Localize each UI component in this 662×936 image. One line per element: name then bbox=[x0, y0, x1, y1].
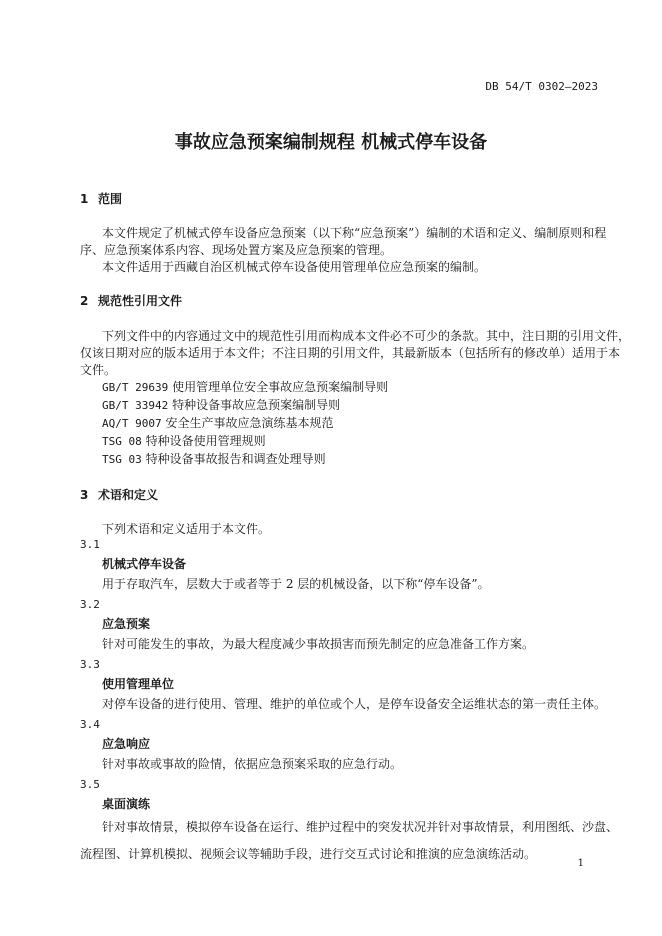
paragraph-line: 仅该日期对应的版本适用于本文件；不注日期的引用文件，其最新版本（包括所有的修改单）适用于本 bbox=[80, 346, 621, 360]
paragraph-line: 文件。 bbox=[80, 363, 117, 377]
paragraph-line: 下列术语和定义适用于本文件。 bbox=[102, 522, 271, 536]
term-name: 桌面演练 bbox=[102, 797, 151, 811]
paragraph-line: 本文件规定了机械式停车设备应急预案（以下称“应急预案”）编制的术语和定义、编制原则和程 bbox=[102, 226, 607, 240]
reference-item: GB/T 33942 特种设备事故应急预案编制导则 bbox=[102, 398, 341, 412]
document-number: DB 54/T 0302—2023 bbox=[485, 80, 598, 93]
term-name: 应急响应 bbox=[102, 737, 151, 751]
term-definition: 流程图、计算机模拟、视频会议等辅助手段，进行交互式讨论和推演的应急演练活动。 bbox=[80, 847, 537, 861]
term-definition: 针对事故或事故的险情，依据应急预案采取的应急行动。 bbox=[102, 757, 403, 771]
section-heading-3 bbox=[80, 486, 158, 503]
reference-item: GB/T 29639 使用管理单位安全事故应急预案编制导则 bbox=[102, 380, 389, 394]
section-title: 范围 bbox=[98, 192, 123, 206]
term-name: 使用管理单位 bbox=[102, 677, 175, 691]
term-number: 3.1 bbox=[80, 538, 100, 551]
paragraph-line: 下列文件中的内容通过文中的规范性引用而构成本文件必不可少的条款。其中，注日期的引用文件， bbox=[102, 329, 631, 343]
document-title: 事故应急预案编制规程 机械式停车设备 bbox=[174, 132, 488, 153]
term-definition: 针对事故情景，模拟停车设备在运行、维护过程中的突发状况并针对事故情景，利用图纸、沙盘、 bbox=[102, 820, 619, 834]
term-number: 3.2 bbox=[80, 598, 100, 611]
term-definition: 针对可能发生的事故，为最大程度减少事故损害而预先制定的应急准备工作方案。 bbox=[102, 637, 535, 651]
section-heading-1 bbox=[80, 190, 122, 207]
term-name: 应急预案 bbox=[102, 617, 151, 631]
term-number: 3.5 bbox=[80, 778, 100, 791]
paragraph-line: 序、应急预案体系内容、现场处置方案及应急预案的管理。 bbox=[80, 243, 393, 257]
page-number: 1 bbox=[577, 858, 584, 869]
reference-item: TSG 08 特种设备使用管理规则 bbox=[102, 434, 266, 448]
section-number: 2 bbox=[80, 294, 89, 308]
term-name: 机械式停车设备 bbox=[102, 557, 187, 571]
section-title: 规范性引用文件 bbox=[98, 294, 183, 308]
term-number: 3.3 bbox=[80, 658, 100, 671]
term-definition: 对停车设备的进行使用、管理、维护的单位或个人，是停车设备安全运维状态的第一责任主体。 bbox=[102, 697, 607, 711]
paragraph-line: 本文件适用于西藏自治区机械式停车设备使用管理单位应急预案的编制。 bbox=[102, 260, 487, 274]
reference-item: TSG 03 特种设备事故报告和调查处理导则 bbox=[102, 452, 326, 466]
term-definition: 用于存取汽车，层数大于或者等于 2 层的机械设备，以下称“停车设备”。 bbox=[102, 577, 490, 591]
section-heading-2 bbox=[80, 292, 182, 309]
section-title: 术语和定义 bbox=[98, 488, 159, 502]
reference-item: AQ/T 9007 安全生产事故应急演练基本规范 bbox=[102, 416, 334, 430]
section-number: 3 bbox=[80, 488, 89, 502]
section-number: 1 bbox=[80, 192, 89, 206]
term-number: 3.4 bbox=[80, 718, 100, 731]
